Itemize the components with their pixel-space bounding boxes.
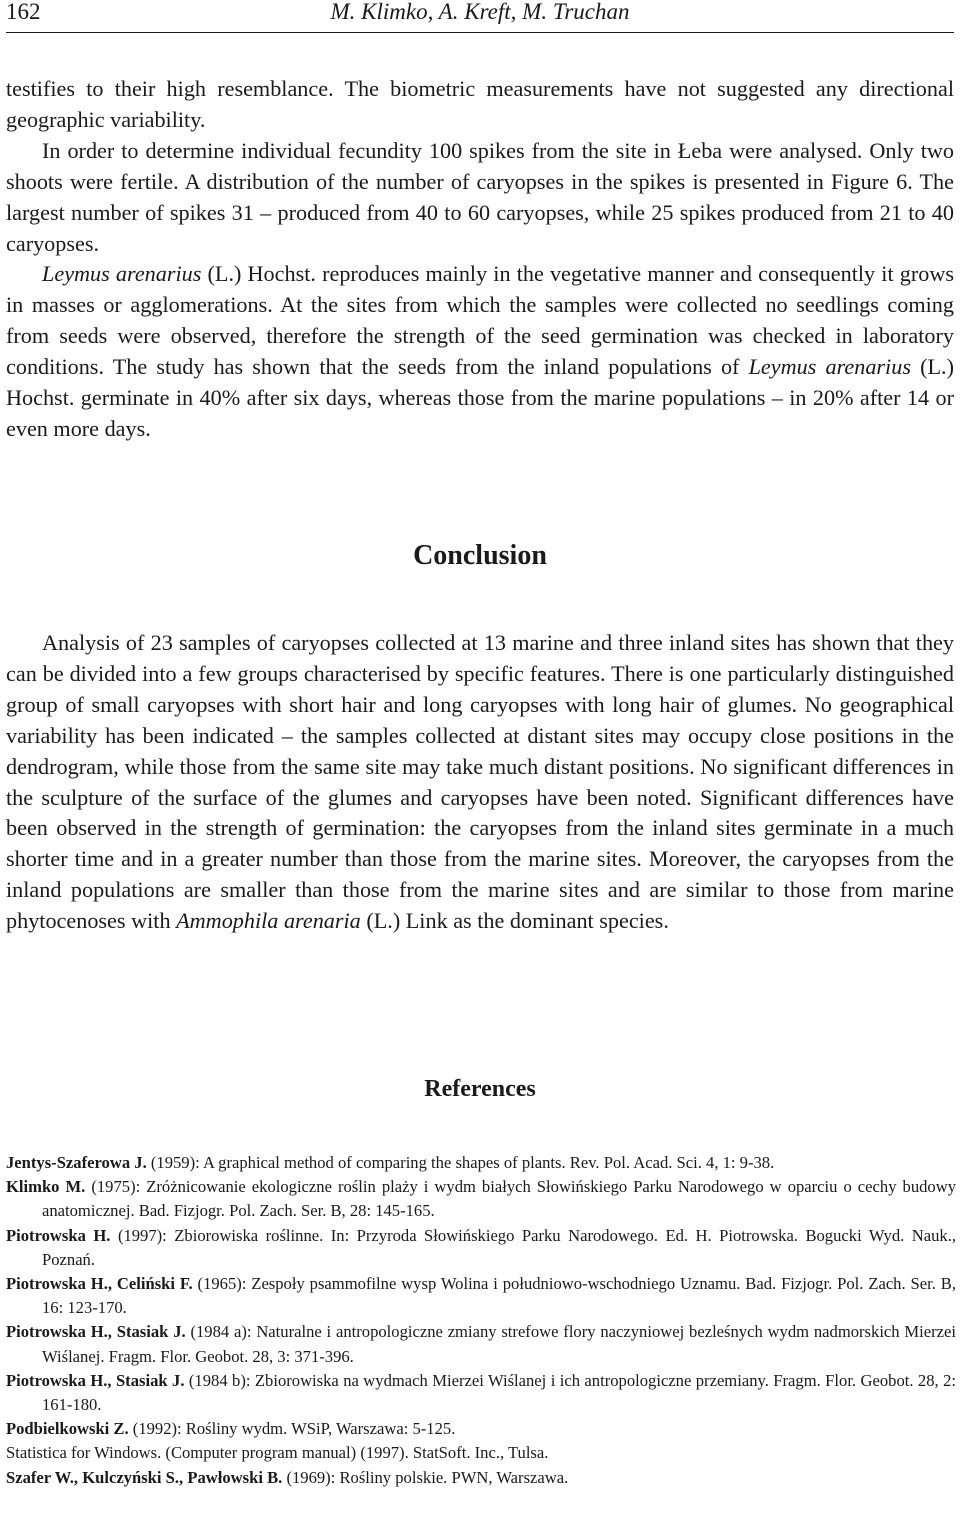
running-title: M. Klimko, A. Kreft, M. Truchan — [330, 0, 630, 24]
paragraph-fecundity: In order to determine individual fecundity 100 spikes from the site in Łeba were analysed. Only two shoots were fertile. A distribution of the number of caryopses in the spikes is presented in Figure 6. The largest number of spikes 31 – produced from 40 to 60 caryopses, while 25 spikes produced from 21 to 40 caryopses. — [6, 137, 954, 256]
reference-authors: Piotrowska H. — [6, 1225, 111, 1245]
reference-item — [6, 1466, 956, 1490]
paragraph-germination — [6, 259, 954, 444]
reference-item — [6, 1417, 956, 1441]
reference-text: (1975): Zróżnicowanie ekologiczne roślin plaży i wydm białych Słowińskiego Parku Narodowego w oparciu o cechy budowy anatomicznej. Bad. Fizjogr. Pol. Zach. Ser. B, 28: 145-165. — [42, 1177, 956, 1221]
reference-item — [6, 1369, 956, 1417]
page-number: 162 — [6, 0, 41, 24]
reference-item — [6, 1151, 956, 1175]
references-list — [6, 1151, 956, 1490]
conclusion-section — [6, 628, 954, 937]
reference-text: (1959): A graphical method of comparing the shapes of plants. Rev. Pol. Acad. Sci. 4, 1: 9-38. — [146, 1153, 775, 1172]
paragraph-germination-text-b: (L.) Hochst. germinate in 40% after six days, whereas those from the marine populations – in 20% after 14 or even more days. — [6, 354, 954, 441]
reference-text: (1997): Zbiorowiska roślinne. In: Przyroda Słowińskiego Parku Narodowego. Ed. H. Piotrowska. Bogucki Wyd. Nauk., Poznań. — [42, 1225, 956, 1269]
reference-item — [6, 1175, 956, 1223]
reference-item — [6, 1320, 956, 1368]
reference-authors: Piotrowska H., Stasiak J. — [6, 1370, 185, 1390]
running-head — [6, 0, 954, 33]
paragraph-continuation: testifies to their high resemblance. The biometric measurements have not suggested any directional geographic variability. — [6, 76, 954, 132]
reference-authors: Klimko M. — [6, 1177, 86, 1197]
reference-authors: Szafer W., Kulczyński S., Pawłowski B. — [6, 1467, 283, 1487]
reference-authors: Piotrowska H., Stasiak J. — [6, 1322, 186, 1342]
reference-item — [6, 1441, 956, 1465]
conclusion-paragraph — [6, 628, 954, 937]
reference-authors: Jentys-Szaferowa J. — [6, 1153, 147, 1172]
paragraph-germination-text-a: (L.) Hochst. reproduces mainly in the vegetative manner and consequently it grows in masses or agglomerations. At the sites from which the samples were collected no seedlings coming from seeds were observed, therefore the strength of the seed germination was checked in laboratory conditions. The study has shown that the seeds from the inland populations of — [6, 261, 954, 380]
results-section — [6, 74, 954, 445]
species-name: Ammophila arenaria — [176, 908, 361, 934]
species-name: Leymus arenarius — [748, 354, 911, 380]
conclusion-text-b: (L.) Link as the dominant species. — [360, 908, 669, 934]
reference-item — [6, 1272, 956, 1320]
reference-text: (1984 a): Naturalne i antropologiczne zmiany strefowe flory naczyniowej bezleśnych wydm nadmorskich Mierzei Wiślanej. Fragm. Flor. Geobot. 28, 3: 371-396. — [42, 1322, 956, 1366]
reference-text: (1969): Rośliny polskie. PWN, Warszawa. — [282, 1467, 569, 1487]
reference-authors: Piotrowska H., Celiński F. — [6, 1274, 193, 1294]
reference-text: (1992): Rośliny wydm. WSiP, Warszawa: 5-125. — [128, 1419, 456, 1439]
reference-text: Statistica for Windows. (Computer program manual) (1997). StatSoft. Inc., Tulsa. — [6, 1443, 549, 1463]
conclusion-heading: Conclusion — [413, 540, 547, 571]
species-name: Leymus arenarius — [42, 261, 202, 287]
reference-item — [6, 1224, 956, 1272]
reference-text: (1965): Zespoły psammofilne wysp Wolina i południowo-wschodniego Uznamu. Bad. Fizjogr. Pol. Zach. Ser. B, 16: 123-170. — [42, 1274, 956, 1318]
conclusion-text-a: Analysis of 23 samples of caryopses collected at 13 marine and three inland sites has shown that they can be divided into a few groups characterised by specific features. There is one particularly distinguished group of small caryopses with short hair and long caryopses with long hair of glumes. No geographical variability has been indicated – the samples collected at distant sites may occupy close positions in the dendrogram, while those from the same site may take much distant positions. No significant differences in the sculpture of the surface of the glumes and caryopses have been noted. Significant differences have been observed in the strength of germination: the caryopses from the inland sites germinate in a much shorter time and in a greater number than those from the marine sites. Moreover, the caryopses from the inland populations are smaller than those from the marine sites and are similar to those from marine phytocenoses with — [6, 630, 954, 934]
reference-text: (1984 b): Zbiorowiska na wydmach Mierzei Wiślanej i ich antropologiczne przemiany. Fragm. Flor. Geobot. 28, 2: 161-180. — [42, 1370, 957, 1415]
reference-authors: Podbielkowski Z. — [6, 1419, 129, 1439]
references-heading: References — [424, 1076, 536, 1102]
